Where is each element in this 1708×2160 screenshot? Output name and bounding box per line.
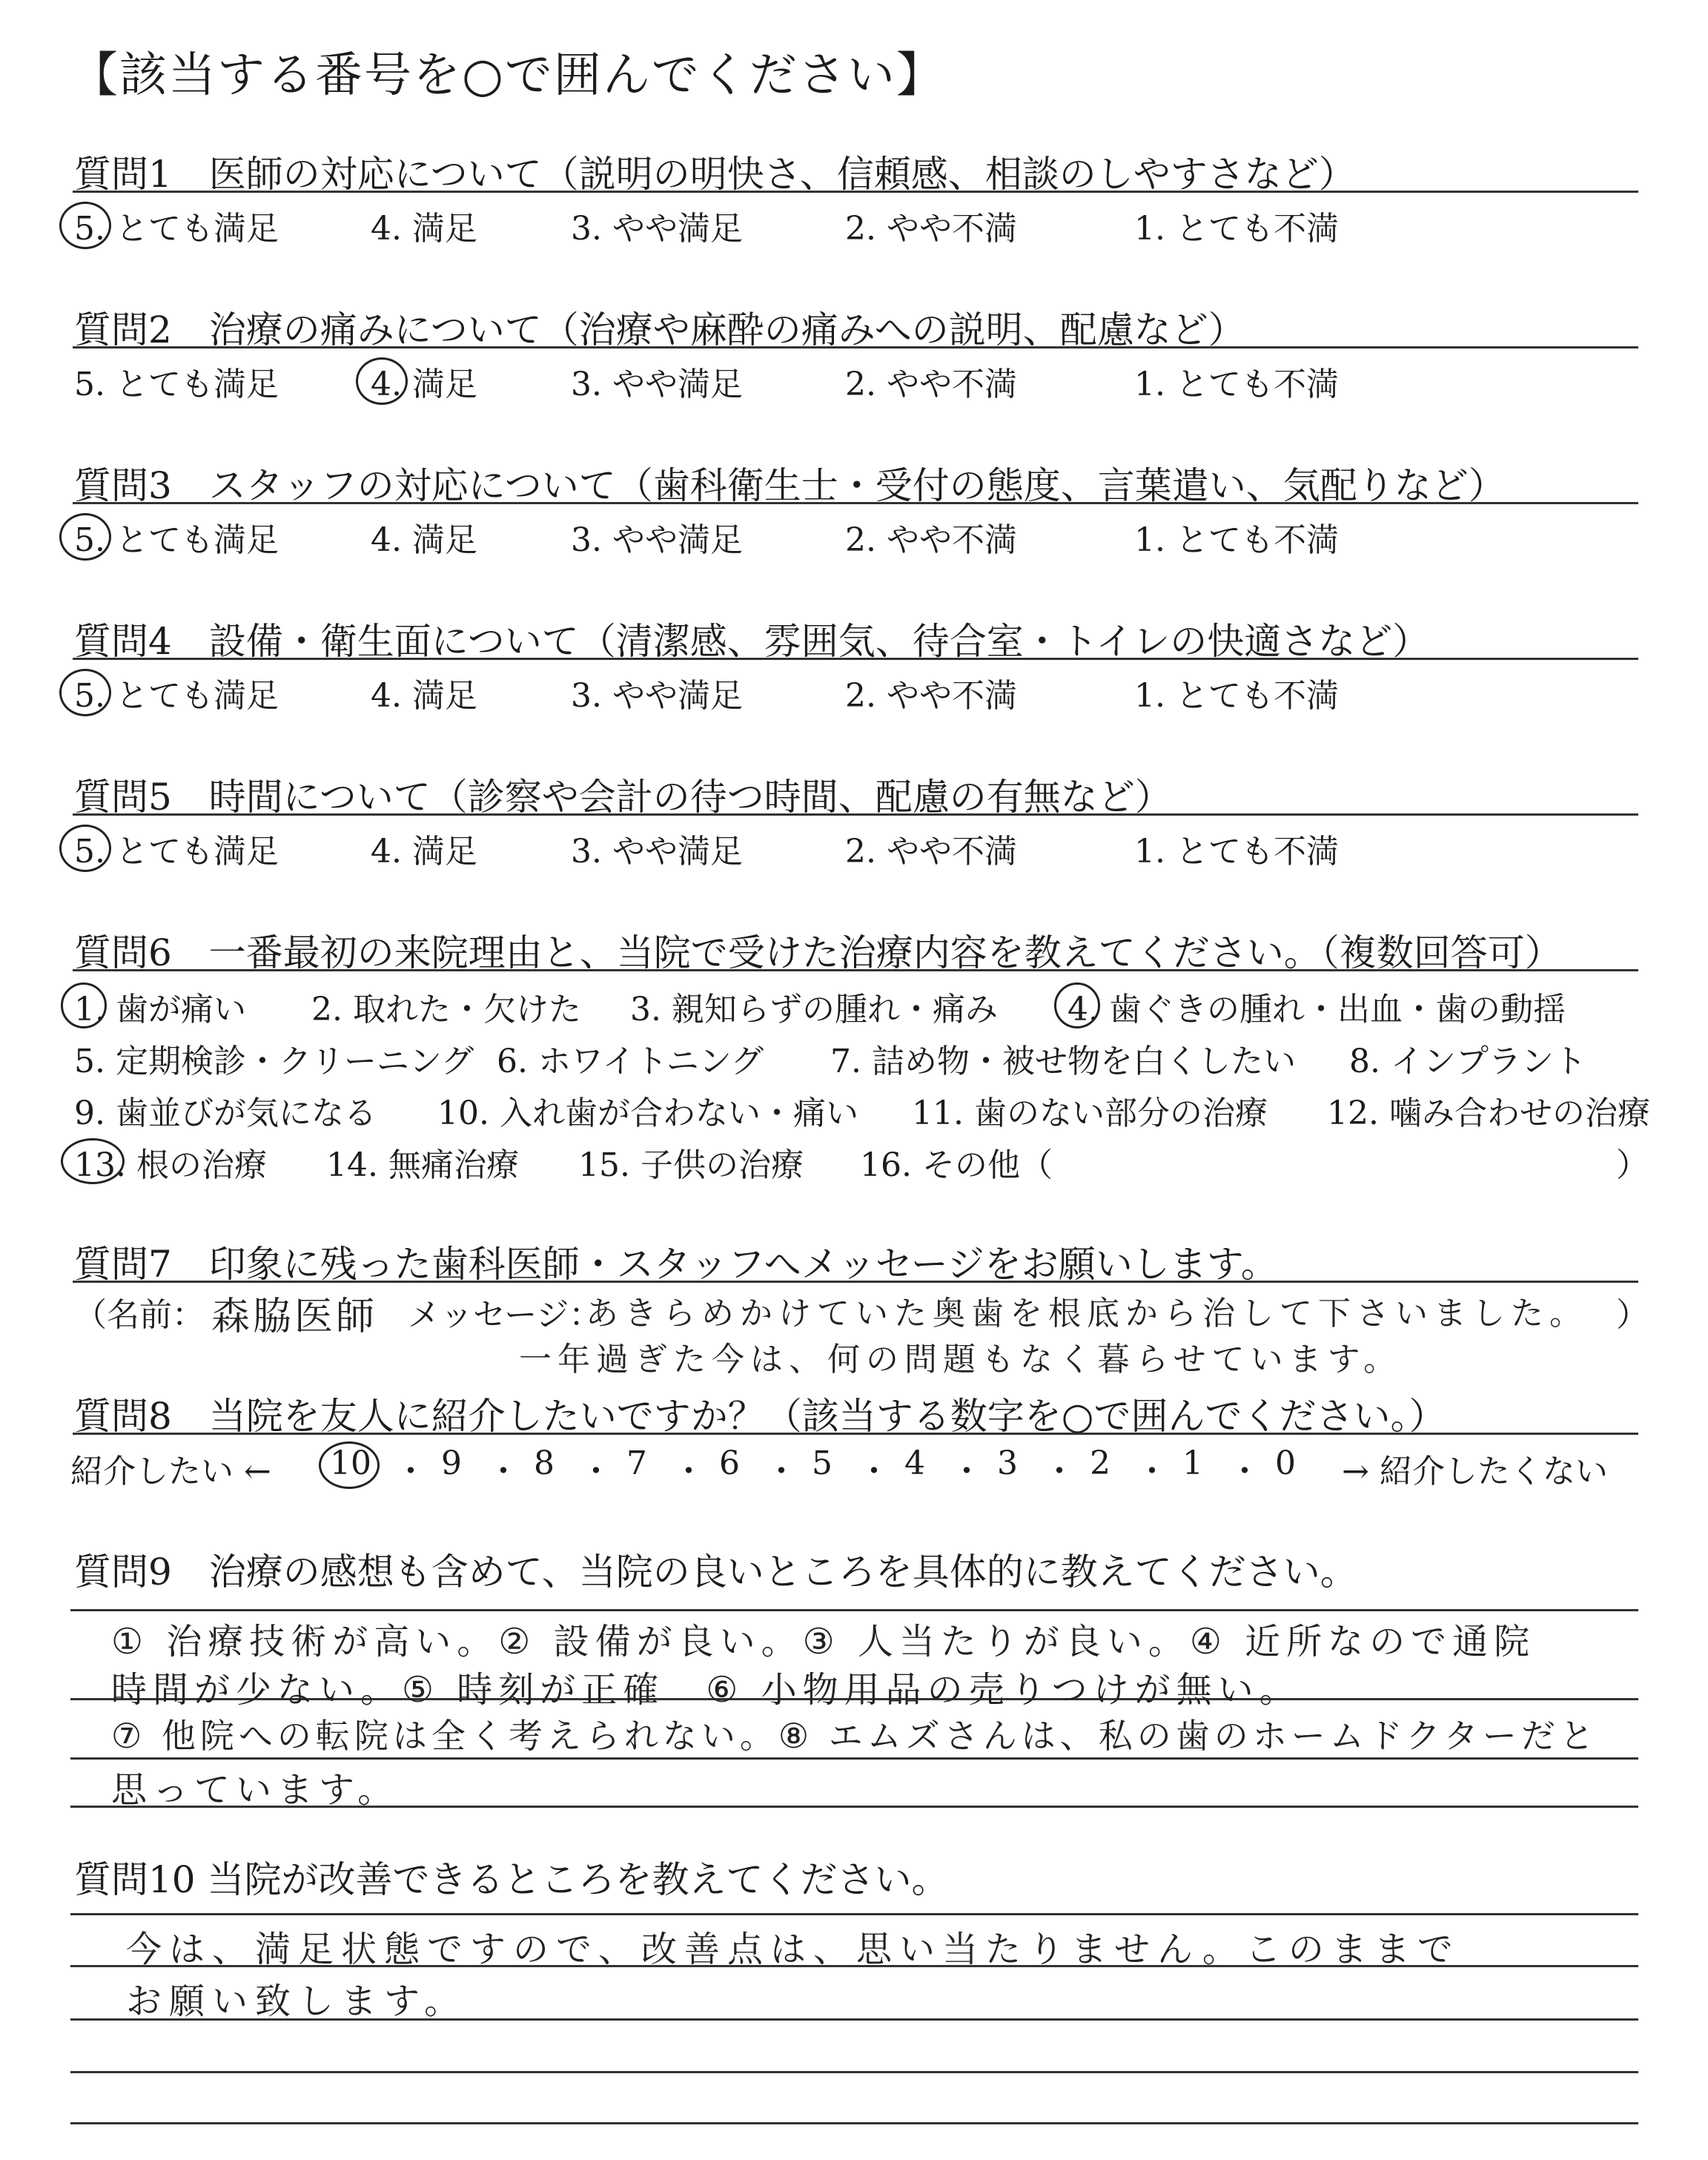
q3-option-4[interactable]: 4. 満足 [371,521,477,559]
recommend-left-label: 紹介したい ← [70,1453,271,1490]
answer-line [70,1913,1638,1915]
scale-4[interactable]: 4 [904,1444,925,1482]
question-10 [74,1850,1638,1901]
scale-9[interactable]: 9 [441,1444,462,1482]
q2-option-2[interactable]: 2. やや不満 [845,366,1017,403]
q2-option-1[interactable]: 1. とても不満 [1134,366,1339,403]
scale-separator: ・ [765,1453,798,1490]
q5-option-1[interactable]: 1. とても不満 [1134,833,1339,871]
q4-option-3[interactable]: 3. やや満足 [571,677,743,715]
q9-answer-line-3[interactable]: ⑦ 他院への転院は全く考えられない。⑧ エムズさんは、私の歯のホームドクターだと [111,1716,1598,1756]
divider [73,346,1638,349]
scale-10[interactable]: 10 [330,1444,371,1482]
scale-5[interactable]: 5 [812,1444,833,1482]
q3-option-1[interactable]: 1. とても不満 [1134,521,1339,559]
divider [73,658,1638,660]
q6-option-11[interactable]: 11. 歯のない部分の治療 [912,1094,1268,1132]
q6-option-2[interactable]: 2. 取れた・欠けた [311,991,581,1028]
question-7 [74,1235,1649,1383]
scale-7[interactable]: 7 [626,1444,647,1482]
q6-option-3[interactable]: 3. 親知らずの腫れ・痛み [630,991,998,1028]
q6-other-close: ） [1616,1146,1649,1184]
q9-answer-line-4[interactable]: 思っています。 [111,1769,400,1811]
message-line-2[interactable]: 一年過ぎた今は、何の問題もなく暮らせています。 [519,1341,1403,1378]
scale-separator: ・ [1043,1453,1076,1490]
message-close: ） [1616,1296,1649,1334]
scale-separator: ・ [580,1453,612,1490]
q1-option-1[interactable]: 1. とても不満 [1134,210,1339,248]
question-8 [70,1387,1638,1490]
q4-option-5[interactable]: 5. とても満足 [74,677,279,715]
q3-option-3[interactable]: 3. やや満足 [571,521,743,559]
q1-option-2[interactable]: 2. やや不満 [845,210,1017,248]
question-3-title: 質問3 スタッフの対応について（歯科衛生士・受付の態度、言葉遣い、気配りなど） [74,464,1506,507]
question-1-title: 質問1 医師の対応について（説明の明快さ、信頼感、相談のしやすさなど） [74,153,1356,196]
question-10-title: 質問10 当院が改善できるところを教えてください。 [74,1858,949,1901]
q6-option-6[interactable]: 6. ホワイトニング [497,1043,764,1080]
scale-3[interactable]: 3 [997,1444,1018,1482]
name-value[interactable]: 森脇医師 [211,1295,378,1339]
q6-option-9[interactable]: 9. 歯並びが気になる [74,1094,377,1132]
scale-separator: ・ [1228,1453,1261,1490]
question-6 [74,923,1650,1190]
question-2 [74,300,1638,456]
message-line-1[interactable]: あきらめかけていた奥歯を根底から治して下さいました。 [586,1295,1588,1332]
message-label: メッセージ： [408,1296,602,1334]
question-9-title: 質問9 治療の感想も含めて、当院の良いところを具体的に教えてください。 [74,1550,1357,1593]
q10-answer-line-2[interactable]: お願い致します。 [126,1981,468,2022]
q5-option-5[interactable]: 5. とても満足 [74,833,279,871]
scale-separator: ・ [950,1453,983,1490]
q4-option-1[interactable]: 1. とても不満 [1134,677,1339,715]
q6-option-7[interactable]: 7. 詰め物・被せ物を白くしたい [830,1043,1296,1080]
scale-1[interactable]: 1 [1182,1444,1203,1482]
scale-separator: ・ [487,1453,520,1490]
scale-6[interactable]: 6 [719,1444,740,1482]
divider [73,1281,1638,1283]
scale-separator: ・ [394,1453,427,1490]
scale-separator: ・ [858,1453,890,1490]
question-5 [74,767,1638,923]
q1-option-5[interactable]: 5. とても満足 [74,210,279,248]
q10-answer-line-1[interactable]: 今は、満足状態ですので、改善点は、思い当たりません。このままで [126,1929,1460,1970]
q5-option-4[interactable]: 4. 満足 [371,833,477,871]
divider [73,502,1638,504]
q2-option-5[interactable]: 5. とても満足 [74,366,279,403]
divider [73,1433,1638,1435]
q4-option-2[interactable]: 2. やや不満 [845,677,1017,715]
question-2-title: 質問2 治療の痛みについて（治療や麻酔の痛みへの説明、配慮など） [74,308,1245,351]
answer-line [70,1609,1638,1611]
q2-option-4[interactable]: 4. 満足 [371,366,477,403]
name-label: （名前： [74,1296,205,1334]
q6-option-16[interactable]: 16. その他（ [860,1146,1053,1184]
q6-option-15[interactable]: 15. 子供の治療 [578,1146,804,1184]
q2-option-3[interactable]: 3. やや満足 [571,366,743,403]
answer-line [70,2122,1638,2124]
question-1 [74,145,1638,300]
question-4 [74,612,1638,767]
q6-option-10[interactable]: 10. 入れ歯が合わない・痛い [437,1094,858,1132]
form-instruction: 【該当する番号を○で囲んでください】 [70,48,945,103]
q9-answer-line-2[interactable]: 時間が少ない。⑤ 時刻が正確 ⑥ 小物用品の売りつけが無い。 [111,1669,1301,1711]
question-6-title: 質問6 一番最初の来院理由と、当院で受けた治療内容を教えてください。（複数回答可） [74,931,1562,974]
divider [73,813,1638,816]
q3-option-2[interactable]: 2. やや不満 [845,521,1017,559]
question-8-title: 質問8 当院を友人に紹介したいですか？（該当する数字を○で囲んでください。） [74,1395,1446,1438]
q1-option-3[interactable]: 3. やや満足 [571,210,743,248]
question-5-title: 質問5 時間について（診察や会計の待つ時間、配慮の有無など） [74,776,1172,819]
q6-option-5[interactable]: 5. 定期検診・クリーニング [74,1043,474,1080]
divider [73,191,1638,193]
scale-separator: ・ [1136,1453,1168,1490]
question-4-title: 質問4 設備・衛生面について（清潔感、雰囲気、待合室・トイレの快適さなど） [74,620,1430,663]
q6-option-1[interactable]: 1. 歯が痛い [74,991,246,1028]
q9-answer-line-1[interactable]: ① 治療技術が高い。② 設備が良い。③ 人当たりが良い。④ 近所なので通院 [111,1621,1536,1662]
scale-8[interactable]: 8 [534,1444,555,1482]
question-3 [74,456,1638,612]
q6-option-4[interactable]: 4. 歯ぐきの腫れ・出血・歯の動揺 [1068,991,1566,1028]
scale-separator: ・ [672,1453,705,1490]
q1-option-4[interactable]: 4. 満足 [371,210,477,248]
q6-option-12[interactable]: 12. 噛み合わせの治療 [1327,1094,1650,1132]
q5-option-3[interactable]: 3. やや満足 [571,833,743,871]
q3-option-5[interactable]: 5. とても満足 [74,521,279,559]
scale-0[interactable]: 0 [1275,1444,1296,1482]
q6-option-14[interactable]: 14. 無痛治療 [326,1146,519,1184]
question-7-title: 質問7 印象に残った歯科医師・スタッフへメッセージをお願いします。 [74,1243,1278,1286]
answer-line [70,2071,1638,2073]
divider [73,969,1638,971]
q5-option-2[interactable]: 2. やや不満 [845,833,1017,871]
scale-2[interactable]: 2 [1090,1444,1110,1482]
q4-option-4[interactable]: 4. 満足 [371,677,477,715]
q6-option-13[interactable]: 13. 根の治療 [74,1146,267,1184]
recommend-right-label: → 紹介したくない [1342,1453,1608,1490]
q6-option-8[interactable]: 8. インプラント [1349,1043,1586,1080]
